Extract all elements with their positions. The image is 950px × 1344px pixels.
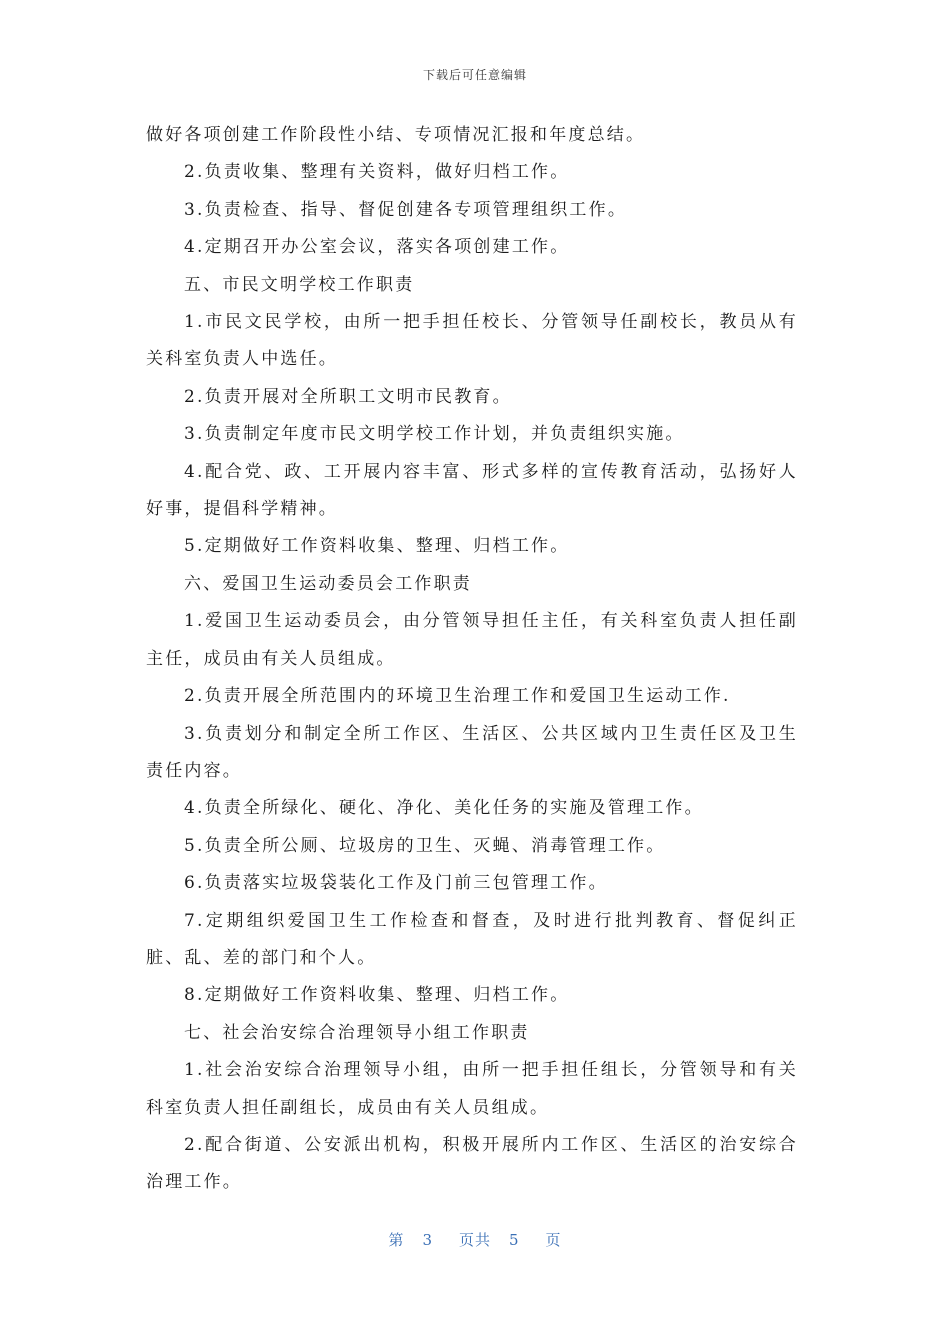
paragraph: 做好各项创建工作阶段性小结、专项情况汇报和年度总结。 xyxy=(146,125,646,145)
paragraph: 5.定期做好工作资料收集、整理、归档工作。 xyxy=(184,536,570,557)
page-header xyxy=(0,66,950,83)
paragraph: 2.负责收集、整理有关资料，做好归档工作。 xyxy=(184,162,570,183)
header-text: 下载后可任意编辑 xyxy=(422,68,527,82)
paragraph: 3.负责划分和制定全所工作区、生活区、公共区域内卫生责任区及卫生责任内容。 xyxy=(146,723,798,781)
document-body xyxy=(146,117,798,1202)
section-heading: 五、市民文明学校工作职责 xyxy=(184,274,415,295)
footer-prefix: 第 xyxy=(388,1231,405,1249)
paragraph: 4.定期召开办公室会议，落实各项创建工作。 xyxy=(184,237,570,258)
paragraph: 2.负责开展全所范围内的环境卫生治理工作和爱国卫生运动工作. xyxy=(184,686,731,707)
footer-middle: 页共 xyxy=(458,1231,491,1249)
paragraph: 3.负责检查、指导、督促创建各专项管理组织工作。 xyxy=(184,199,628,220)
paragraph: 1.爱国卫生运动委员会，由分管领导担任主任，有关科室负责人担任副主任，成员由有关人员组成。 xyxy=(146,611,798,669)
footer-suffix: 页 xyxy=(545,1231,562,1249)
section-heading: 六、爱国卫生运动委员会工作职责 xyxy=(184,573,472,594)
section-heading: 七、社会治安综合治理领导小组工作职责 xyxy=(184,1022,530,1043)
paragraph: 3.负责制定年度市民文明学校工作计划，并负责组织实施。 xyxy=(184,424,685,445)
paragraph: 8.定期做好工作资料收集、整理、归档工作。 xyxy=(184,985,570,1006)
paragraph: 7.定期组织爱国卫生工作检查和督查，及时进行批判教育、督促纠正脏、乱、差的部门和个人。 xyxy=(146,910,798,968)
paragraph: 6.负责落实垃圾袋装化工作及门前三包管理工作。 xyxy=(184,873,608,894)
paragraph: 2.负责开展对全所职工文明市民教育。 xyxy=(184,386,512,407)
footer-page-number: 3 xyxy=(422,1231,433,1249)
paragraph: 1.市民文民学校，由所一把手担任校长、分管领导任副校长，教员从有关科室负责人中选任。 xyxy=(146,312,798,370)
paragraph: 4.配合党、政、工开展内容丰富、形式多样的宣传教育活动，弘扬好人好事，提倡科学精神。 xyxy=(146,461,798,520)
paragraph: 1.社会治安综合治理领导小组，由所一把手担任组长，分管领导和有关科室负责人担任副组长，成员由有关人员组成。 xyxy=(146,1060,798,1118)
paragraph: 5.负责全所公厕、垃圾房的卫生、灭蝇、消毒管理工作。 xyxy=(184,835,666,856)
page-footer xyxy=(0,1229,950,1250)
paragraph: 4.负责全所绿化、硬化、净化、美化任务的实施及管理工作。 xyxy=(184,798,704,819)
paragraph: 2.配合街道、公安派出机构，积极开展所内工作区、生活区的治安综合治理工作。 xyxy=(146,1134,798,1193)
footer-total-pages: 5 xyxy=(509,1231,520,1249)
